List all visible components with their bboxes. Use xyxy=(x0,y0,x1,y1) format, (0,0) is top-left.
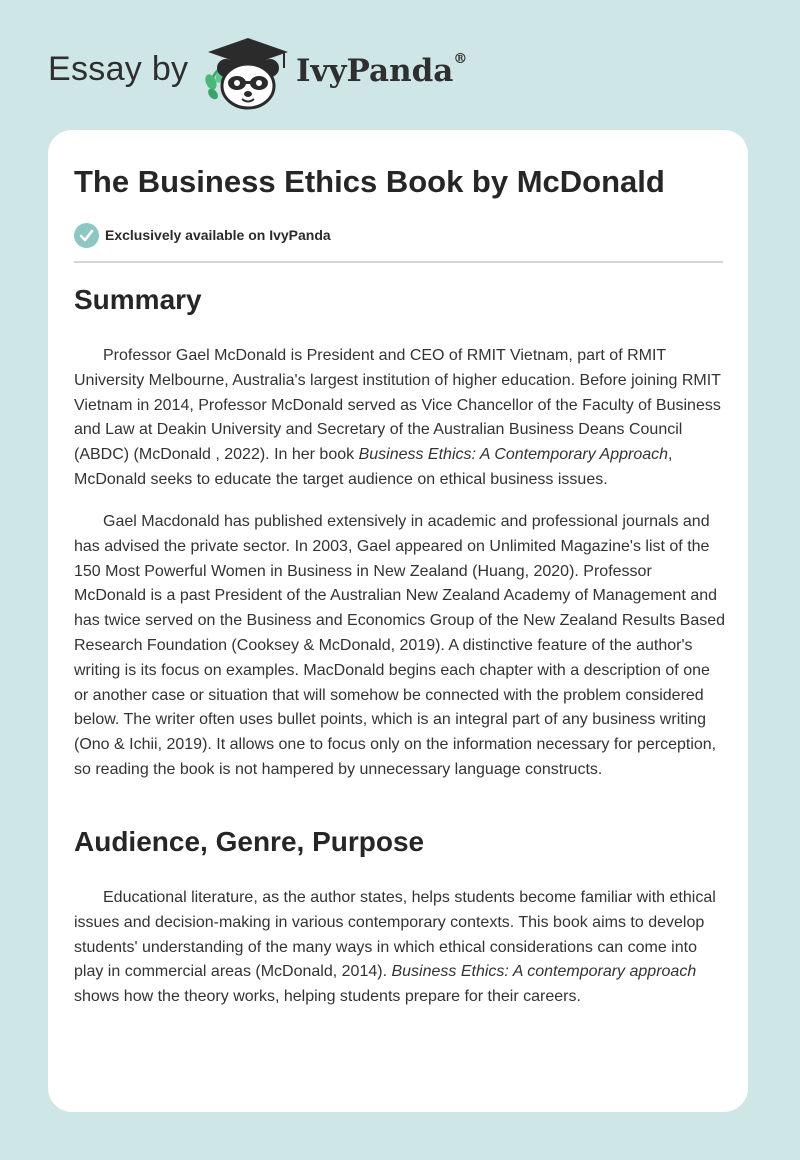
paragraph: Gael Macdonald has published extensively in academic and professional journals and has advised the private sector. In 2003, Gael appeared on Unlimited Magazine's list of the 150 Most Powerful Women in Business in New Zealand (Huang, 2020). Professor McDonald is a past President of the Australian New Zealand Academy of Management and has twice served on the Business and Economics Group of the New Zealand Results Based Research Foundation (Cooksey & McDonald, 2019). A distinctive feature of the author's writing is its focus on examples. MacDonald begins each chapter with a description of one or another case or situation that will somehow be connected with the problem considered below. The writer often uses bullet points, which is an integral part of any business writing (Ono & Ichii, 2019). It allows one to focus only on the information necessary for perception, so reading the book is not hampered by unnecessary language constructs. xyxy=(74,513,726,778)
paragraph: Educational literature, as the author states, helps students become familiar with ethical issues and decision-making in various contemporary contexts. This book aims to develop students' understanding of the many ways in which ethical considerations can come into play in commercial areas (McDonald, 2014). Business Ethics: A contemporary approach shows how the theory works, helping students prepare for their careers. xyxy=(74,889,716,1006)
paragraph: Professor Gael McDonald is President and CEO of RMIT Vietnam, part of RMIT University Melbourne, Australia's largest institution of higher education. Before joining RMIT Vietnam in 2014, Professor McDonald served as Vice Chancellor of the Faculty of Business and Law at Deakin University and Secretary of the Australian Business Deans Council (ABDC) (McDonald , 2022). In her book Business Ethics: A Contemporary Approach, McDonald seeks to educate the target audience on ethical business issues. xyxy=(74,347,721,488)
essay-by-label: Essay by xyxy=(48,50,189,88)
site-header xyxy=(0,0,800,130)
brand-name: IvyPanda® xyxy=(296,51,468,89)
panda-logo-icon xyxy=(200,36,296,110)
badge-label: Exclusively available on IvyPanda xyxy=(105,227,331,243)
page-title: The Business Ethics Book by McDonald xyxy=(74,164,665,199)
exclusive-badge xyxy=(74,222,331,248)
section-heading-audience: Audience, Genre, Purpose xyxy=(74,826,425,857)
essay-card xyxy=(48,130,748,1112)
check-icon xyxy=(74,223,99,248)
section-heading-summary: Summary xyxy=(74,284,202,315)
divider xyxy=(74,261,723,263)
